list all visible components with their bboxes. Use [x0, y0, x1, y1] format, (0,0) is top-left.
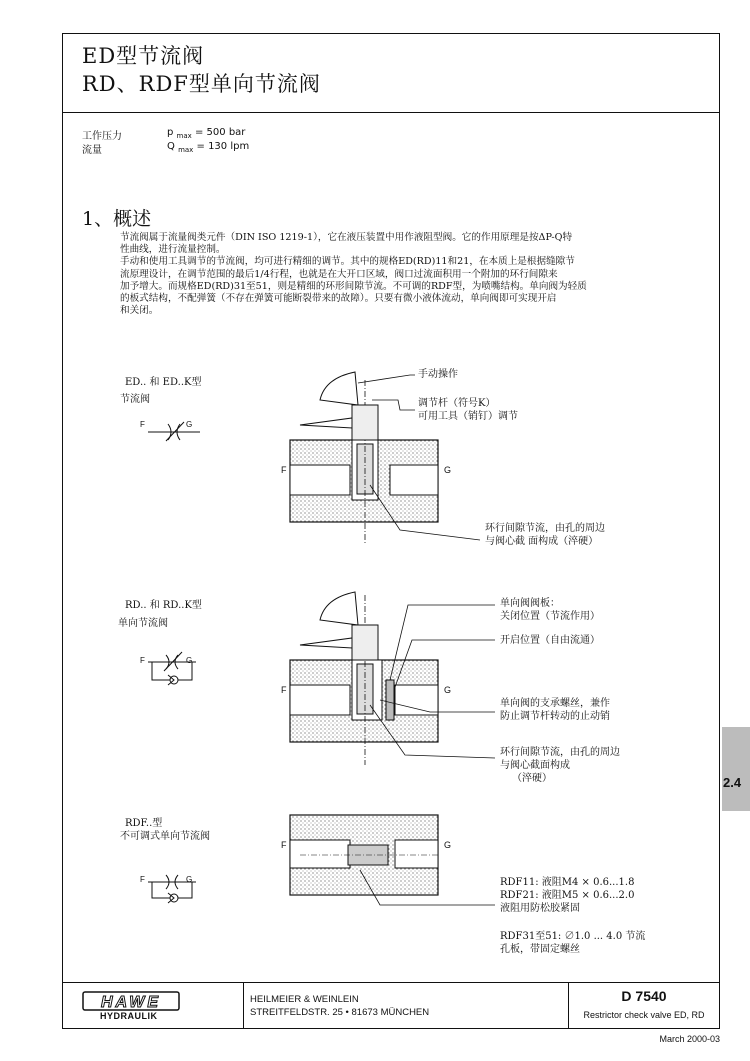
- rdf-valve-section-drawing: [290, 815, 495, 905]
- paragraph-line: 性曲线，进行流量控制。: [120, 244, 226, 256]
- fig1-callout-gap: 环行间隙节流，由孔的周边 与阀心截 面构成（淬硬）: [485, 523, 605, 547]
- document-number: D 7540: [621, 988, 667, 1004]
- fig3-name-label: 不可调式单向节流阀: [120, 831, 210, 842]
- spec-flow-label: 流量: [82, 145, 102, 156]
- fig1-port-f: F: [281, 465, 287, 475]
- fig3-type-label: RDF..型: [125, 818, 163, 829]
- fig2-name-label: 单向节流阀: [118, 618, 168, 629]
- fig3-callout-sizes: RDF11: 液阻M4 × 0.6...1.8 RDF21: 液阻M5 × 0.6...2.0 液阻用防松胶紧固: [500, 877, 635, 914]
- spec-flow-value: Q $_{max}$ = 130 lpm: [167, 141, 250, 154]
- svg-text:HAWE: HAWE: [101, 994, 161, 1011]
- page-title-line1: ED型节流阀: [82, 44, 205, 68]
- paragraph-line: 和关闭。: [120, 305, 159, 317]
- fig1-port-g: G: [444, 465, 452, 475]
- fig2-callout-plate: 单向阀阀板： 关闭位置（节流作用）: [500, 598, 600, 622]
- fig3-symbol-port-g: G: [186, 875, 193, 884]
- fig2-symbol-port-f: F: [140, 656, 145, 665]
- document-title: Restrictor check valve ED, RD: [583, 1010, 705, 1020]
- paragraph-line: 手动和使用工具调节的节流阀，均可进行精细的调节。其中的规格ED(RD)11和21，在本质上是根据缝隙节: [120, 256, 575, 268]
- rd-valve-section-drawing: [290, 592, 495, 765]
- page-title-line2: RD、RDF型单向节流阀: [82, 72, 321, 96]
- fig2-port-f: F: [281, 685, 287, 695]
- company-address: HEILMEIER & WEINLEIN STREITFELDSTR. 25 • 81673 MÜNCHEN: [250, 994, 430, 1018]
- fig1-type-label: ED.. 和 ED..K型: [125, 377, 202, 388]
- footer-divider: [243, 982, 244, 1029]
- fig2-symbol-port-g: G: [186, 656, 193, 665]
- fig1-callout-stem: 调节杆（符号K） 可用工具（销钉）调节: [418, 398, 518, 422]
- document-date: March 2000-03: [659, 1034, 720, 1044]
- fig2-type-label: RD.. 和 RD..K型: [125, 600, 202, 611]
- paragraph-line: 流原理设计，在调节范围的最后1/4行程，也就是在大开口区域，阀口过流面积用一个附加的环行间隙来: [120, 268, 558, 280]
- paragraph-line: 加予增大。而规格ED(RD)31至51，则是精细的环形间隙节流。不可调的RDF型，为喷嘴结构。单向阀为轻质: [120, 280, 587, 292]
- spec-pressure-value: p $_{max}$ = 500 bar: [167, 127, 246, 140]
- fig3-port-g: G: [444, 840, 452, 850]
- fig3-port-f: F: [281, 840, 287, 850]
- paragraph-line: 节流阀属于流量阀类元件（DIN ISO 1219-1），它在液压装置中用作液阻型阀。它的作用原理是按ΔP-Q特: [120, 232, 573, 243]
- paragraph-line: 的板式结构，不配弹簧（不存在弹簧可能断裂带来的故障）。只要有微小液体流动，单向阀即可实现开启: [120, 293, 557, 305]
- logo-subtitle: HYDRAULIK: [100, 1011, 158, 1021]
- fig1-callout-manual: 手动操作: [418, 369, 458, 380]
- section-tab: 2.4: [722, 727, 750, 811]
- fig1-symbol-port-g: G: [186, 420, 193, 429]
- fig2-port-g: G: [444, 685, 452, 695]
- section-heading: 1、概述: [82, 208, 152, 230]
- fig1-name-label: 节流阀: [120, 394, 150, 405]
- spec-pressure-label: 工作压力: [82, 131, 122, 142]
- fig3-symbol-port-f: F: [140, 875, 145, 884]
- fig2-callout-gap: 环行间隙节流，由孔的周边 与阀心截面构成 （淬硬）: [500, 747, 620, 784]
- fig1-symbol-port-f: F: [140, 420, 145, 429]
- fig3-callout-rdf31: RDF31至51: ∅1.0 ... 4.0 节流 孔板，带固定螺丝: [500, 931, 646, 955]
- fig2-callout-open: 开启位置（自由流通）: [500, 635, 600, 646]
- fig2-callout-screw: 单向阀的支承螺丝，兼作 防止调节杆转动的止动销: [500, 698, 610, 722]
